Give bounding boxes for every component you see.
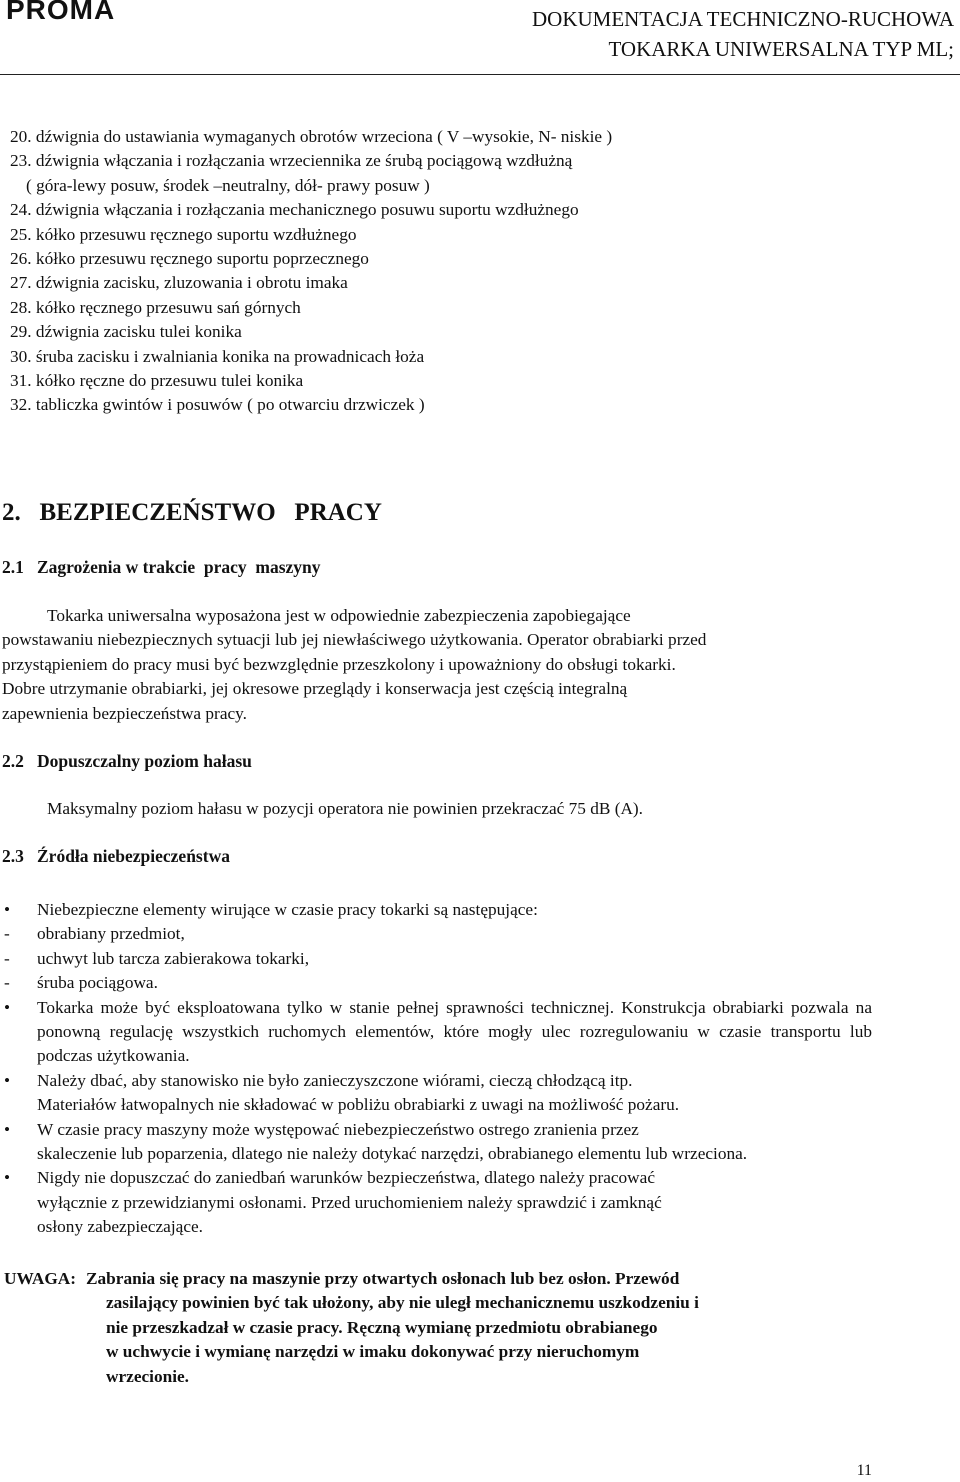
warning-line: wrzecionie. [106, 1366, 190, 1386]
hazard-list [0, 898, 872, 1240]
list-item: ( góra-lewy posuw, środek –neutralny, dół- prawy posuw ) [26, 175, 430, 195]
subsection-heading-2-1: 2.1 Zagrożenia w trakcie pracy maszyny [2, 557, 321, 577]
warning-line: zasilający powinien być tak ułożony, aby nie uległ mechanicznemu uszkodzeniu i [106, 1293, 699, 1313]
bullet-icon: • [4, 997, 11, 1017]
list-item-text: śruba pociągowa. [37, 973, 158, 993]
list-item-text: W czasie pracy maszyny może występować niebezpieczeństwo ostrego zranienia przez [37, 1119, 639, 1139]
company-logo: PROMA [6, 0, 116, 25]
list-item [0, 1166, 872, 1239]
header-divider [0, 74, 960, 75]
list-item: 29. dźwignia zacisku tulei konika [10, 322, 242, 342]
list-item: 26. kółko przesuwu ręcznego suportu poprzecznego [10, 249, 369, 269]
paragraph-noise: Maksymalny poziom hałasu w pozycji operatora nie powinien przekraczać 75 dB (A). [47, 799, 644, 818]
list-item: 32. tabliczka gwintów i posuwów ( po otwarciu drzwiczek ) [10, 395, 425, 415]
subsection-heading-2-2: 2.2 Dopuszczalny poziom hałasu [2, 751, 252, 771]
list-item: 30. śruba zacisku i zwalniania konika na prowadnicach łoża [10, 346, 425, 366]
section-heading: 2. BEZPIECZEŃSTWO PRACY [2, 499, 382, 526]
machine-name: TOKARKA UNIWERSALNA TYP ML; [608, 37, 954, 61]
list-item-text: Materiałów łatwopalnych nie składować w pobliżu obrabiarki z uwagi na możliwość pożaru. [37, 1095, 680, 1115]
parts-list [10, 125, 612, 418]
bullet-icon: • [4, 1168, 11, 1188]
list-item: 25. kółko przesuwu ręcznego suportu wzdłużnego [10, 224, 357, 244]
warning-line: nie przeszkadzał w czasie pracy. Ręczną wymianę przedmiotu obrabianego [106, 1317, 658, 1337]
bullet-icon: • [4, 900, 11, 919]
list-item [0, 971, 872, 995]
list-item: 28. kółko ręcznego przesuwu sań górnych [10, 297, 301, 317]
warning-line: Zabrania się pracy na maszynie przy otwartych osłonach lub bez osłon. Przewód [86, 1269, 680, 1288]
bullet-icon: • [4, 1070, 11, 1090]
list-item [0, 947, 872, 971]
list-item [0, 996, 872, 1069]
list-item: 23. dźwignia włączania i rozłączania wrzeciennika ze śrubą pociągową wzdłużną [10, 151, 573, 171]
list-item-text: obrabiany przedmiot, [37, 924, 185, 944]
warning-label: UWAGA: [4, 1269, 77, 1288]
paragraph-line: Dobre utrzymanie obrabiarki, jej okresowe przeglądy i konserwacja jest częścią integralną [2, 679, 628, 699]
warning-block [4, 1267, 834, 1389]
subsection-heading-2-3: 2.3 Źródła niebezpieczeństwa [2, 846, 230, 866]
list-item [0, 922, 872, 946]
page-number: 11 [856, 1462, 872, 1479]
bullet-icon: • [4, 1119, 11, 1139]
dash-icon: - [4, 924, 10, 944]
list-item [0, 1118, 872, 1167]
list-item: 24. dźwignia włączania i rozłączania mechanicznego posuwu suportu wzdłużnego [10, 200, 579, 220]
dash-icon: - [4, 948, 10, 968]
warning-text [4, 1267, 834, 1389]
list-item-text: osłony zabezpieczające. [37, 1217, 203, 1237]
list-item-text: skaleczenie lub poparzenia, dlatego nie należy dotykać narzędzi, obrabianego elementu lub wrzeciona. [37, 1144, 748, 1164]
list-item-text: Niebezpieczne elementy wirujące w czasie pracy tokarki są następujące: [37, 900, 538, 919]
list-item-text: Tokarka może być eksploatowana tylko w stanie pełnej sprawności technicznej. Konstrukcja obrabiarki pozwala na ponowną regulację wszystkich ruchomych elementów, które mogły ulec rozregulowaniu w czasie transportu lub podczas użytkowania. [37, 997, 872, 1066]
paragraph-hazards [2, 604, 871, 726]
list-item [0, 898, 872, 922]
document-header [532, 4, 954, 64]
list-item-text: uchwyt lub tarcza zabierakowa tokarki, [37, 948, 310, 968]
list-item-text: wyłącznie z przewidzianymi osłonami. Przed uruchomieniem należy sprawdzić i zamknąć [37, 1192, 662, 1212]
paragraph-line: Tokarka uniwersalna wyposażona jest w odpowiednie zabezpieczenia zapobiegające [47, 606, 631, 625]
list-item: 31. kółko ręczne do przesuwu tulei konika [10, 371, 304, 391]
list-item: 27. dźwignia zacisku, zluzowania i obrotu imaka [10, 273, 348, 293]
list-item-text: Należy dbać, aby stanowisko nie było zanieczyszczone wiórami, cieczą chłodzącą itp. [37, 1070, 633, 1090]
document-title: DOKUMENTACJA TECHNICZNO-RUCHOWA [531, 7, 954, 31]
paragraph-line: powstawaniu niebezpiecznych sytuacji lub jej niewłaściwego użytkowania. Operator obrabiarki przed [2, 630, 707, 650]
list-item [0, 1069, 872, 1118]
dash-icon: - [4, 973, 10, 993]
paragraph-line: zapewnienia bezpieczeństwa pracy. [2, 703, 247, 723]
paragraph-line: przystąpieniem do pracy musi być bezwzględnie przeszkolony i upoważniony do obsługi tokarki. [2, 654, 676, 674]
list-item-text: Nigdy nie dopuszczać do zaniedbań warunków bezpieczeństwa, dlatego należy pracować [37, 1168, 656, 1188]
warning-line: w uchwycie i wymianę narzędzi w imaku dokonywać przy nieruchomym [106, 1342, 640, 1362]
list-item: 20. dźwignia do ustawiania wymaganych obrotów wrzeciona ( V –wysokie, N- niskie ) [10, 127, 613, 146]
